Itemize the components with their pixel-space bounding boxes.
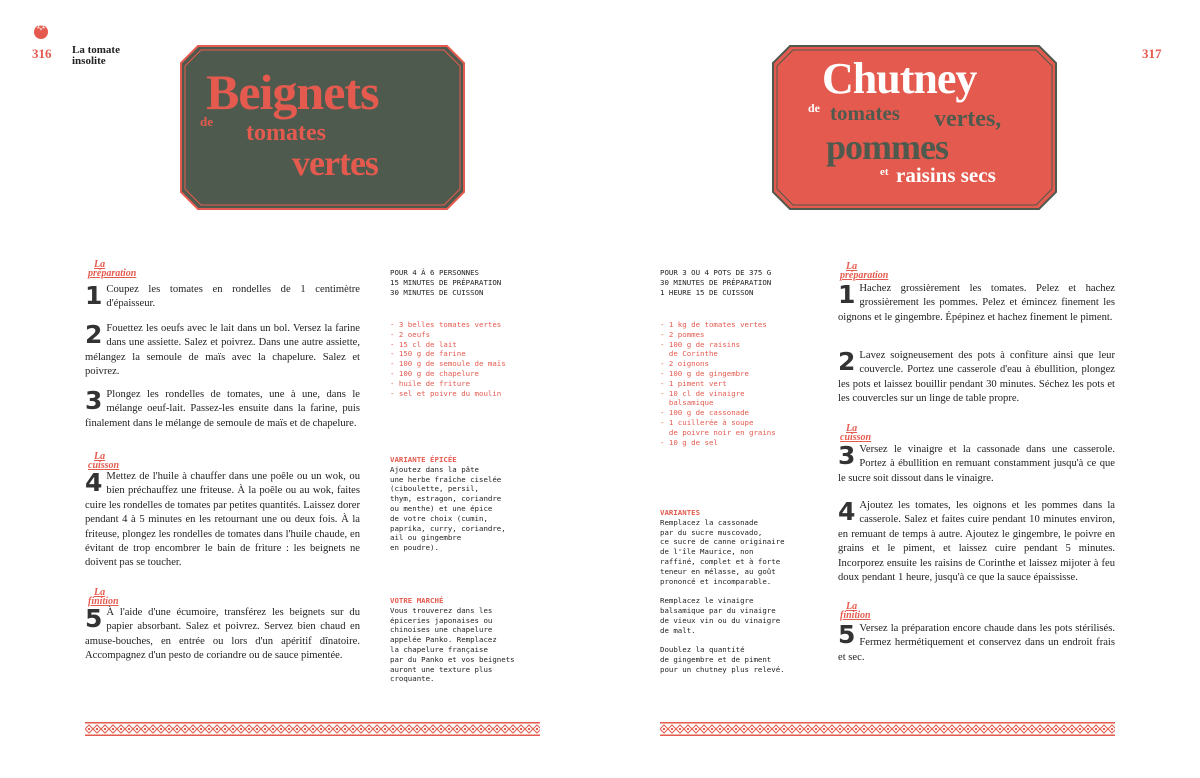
marche-left: VOTRE MARCHÉ Vous trouverez dans les épiceries japonaises ou chinoises une chapelure appelée Panko. Remplacez la chapelure française par du Panko et vos beignets auront une texture plus croquante.	[390, 596, 515, 684]
decorative-band-right	[660, 722, 1115, 736]
section-cuisson-left: La cuisson	[88, 451, 120, 471]
title-tomates-right: tomates	[830, 101, 900, 125]
title-raisins-secs: raisins secs	[896, 163, 996, 187]
title-chutney: Chutney	[822, 54, 977, 103]
page-number-right: 317	[1142, 46, 1162, 61]
title-pommes: pommes	[826, 127, 948, 167]
step-3-right: 3 Versez le vinaigre et la cassonade dans une casserole. Portez à ébullition en remuant constamment jusqu'à ce que le sucre soit dissout dans le vinaigre.	[838, 441, 1115, 484]
step-1-left: 1 Coupez les tomates en rondelles de 1 centimètre d'épaisseur.	[85, 281, 360, 310]
section-finition-left: La finition	[88, 587, 119, 607]
section-preparation-left: La préparation	[88, 259, 137, 279]
page-number-left: 316	[32, 46, 52, 61]
title-vertes-right: vertes,	[934, 106, 1002, 132]
title-beignets: Beignets	[206, 64, 379, 120]
variante-left: VARIANTE ÉPICÉE Ajoutez dans la pâte une herbe fraîche ciselée (ciboulette, persil, thym, estragon, coriandre ou menthe) et une épice de votre choix (cumin, paprika, curry, coriandre, ail ou gingembre en poudre).	[390, 455, 506, 553]
step-4-left: 4 Mettez de l'huile à chauffer dans une poêle ou un wok, ou bien préchauffez une friteuse. À la poêle ou au wok, faites cuire les rondelles de tomates par petites quantités. Laissez dorer pendant 4 à 5 minutes en les retournant une ou deux fois. À la friteuse, plongez les rondelles de tomates dans l'huile chaude, en évitant de trop encombrer le bain de friture : les beignets ne doivent pas se toucher.	[85, 468, 360, 569]
step-2-left: 2 Fouettez les oeufs avec le lait dans un bol. Versez la farine dans une assiette. Salez et poivrez. Dans une autre assiette, mélangez la semoule de maïs avec la chapelure. Salez et poivrez.	[85, 320, 360, 378]
ingredients-right: - 1 kg de tomates vertes - 2 pommes - 100 g de raisins de Corinthe - 2 oignons - 100 g de gingembre - 1 piment vert - 10 cl de vinaigre balsamique - 100 g de cassonade - 1 cuillerée à soupe de poivre noir en grains - 10 g de sel	[660, 320, 776, 447]
step-2-right: 2 Lavez soigneusement des pots à confiture ainsi que leur couvercle. Portez une casserole d'eau à ébullition, plongez les pots et laissez bouillir pendant 30 minutes. Séchez les pots et les couvercles sur un linge de table propre.	[838, 347, 1115, 405]
title-et: et	[880, 166, 889, 178]
title-vertes: vertes	[292, 143, 378, 183]
step-3-left: 3 Plongez les rondelles de tomates, une à une, dans le mélange oeuf-lait. Passez-les ensuite dans la farine, puis finalement dans le mélange de semoule de maïs et de chapelure.	[85, 386, 360, 429]
title-tomates: tomates	[246, 120, 326, 146]
title-frame-right	[772, 45, 1057, 210]
section-cuisson-right: La cuisson	[840, 423, 872, 443]
section-finition-right: La finition	[840, 601, 871, 621]
tomato-icon	[32, 22, 50, 40]
title-de-right: de	[808, 101, 820, 115]
ingredients-left: - 3 belles tomates vertes - 2 oeufs - 15 cl de lait - 150 g de farine - 100 g de semoule de maïs - 100 g de chapelure - huile de friture - sel et poivre du moulin	[390, 320, 506, 398]
step-5-left: 5 À l'aide d'une écumoire, transférez les beignets sur du papier absorbant. Salez et poivrez. Servez bien chaud en amuse-bouches, en entrée ou lors d'un apéritif dînatoire. Accompagnez d'un pesto de coriandre ou de sauce pimentée.	[85, 604, 360, 662]
step-5-right: 5 Versez la préparation encore chaude dans les pots stérilisés. Fermez hermétiquement et conservez dans un endroit frais et sec.	[838, 620, 1115, 663]
variantes-right: VARIANTES Remplacez la cassonade par du sucre muscovado, ce sucre de canne originaire de l'île Maurice, non raffiné, complet et à forte teneur en mélasse, au goût prononcé et incomparable. Remplacez le vinaigre balsamique par du vinaigre de vieux vin ou du vinaigre de malt. Doublez la quantité de gingembre et de piment pour un chutney plus relevé.	[660, 508, 785, 674]
running-head: La tomate insolite	[72, 44, 120, 67]
step-4-right: 4 Ajoutez les tomates, les oignons et les pommes dans la casserole. Salez et faites cuire pendant 10 minutes environ, en remuant de temps à autre. Ajoutez le gingembre, le poivre en grains et le piment, et laissez cuire pendant 5 minutes. Incorporez ensuite les raisins de Corinthe et laissez mijoter à feu doux pendant 1 heure, jusqu'à ce que la sauce épaississe.	[838, 497, 1115, 584]
step-1-right: 1 Hachez grossièrement les tomates. Pelez et hachez grossièrement les pommes. Pelez et émincez finement les oignons et le gingembre. Épépinez et hachez finement le piment.	[838, 280, 1115, 323]
servings-right: POUR 3 OU 4 POTS DE 375 G 30 MINUTES DE PRÉPARATION 1 HEURE 15 DE CUISSON	[660, 268, 772, 297]
title-frame-left	[180, 45, 465, 210]
title-de: de	[200, 114, 213, 129]
decorative-band-left	[85, 722, 540, 736]
servings-left: POUR 4 À 6 PERSONNES 15 MINUTES DE PRÉPARATION 30 MINUTES DE CUISSON	[390, 268, 502, 297]
section-preparation-right: La préparation	[840, 261, 889, 281]
